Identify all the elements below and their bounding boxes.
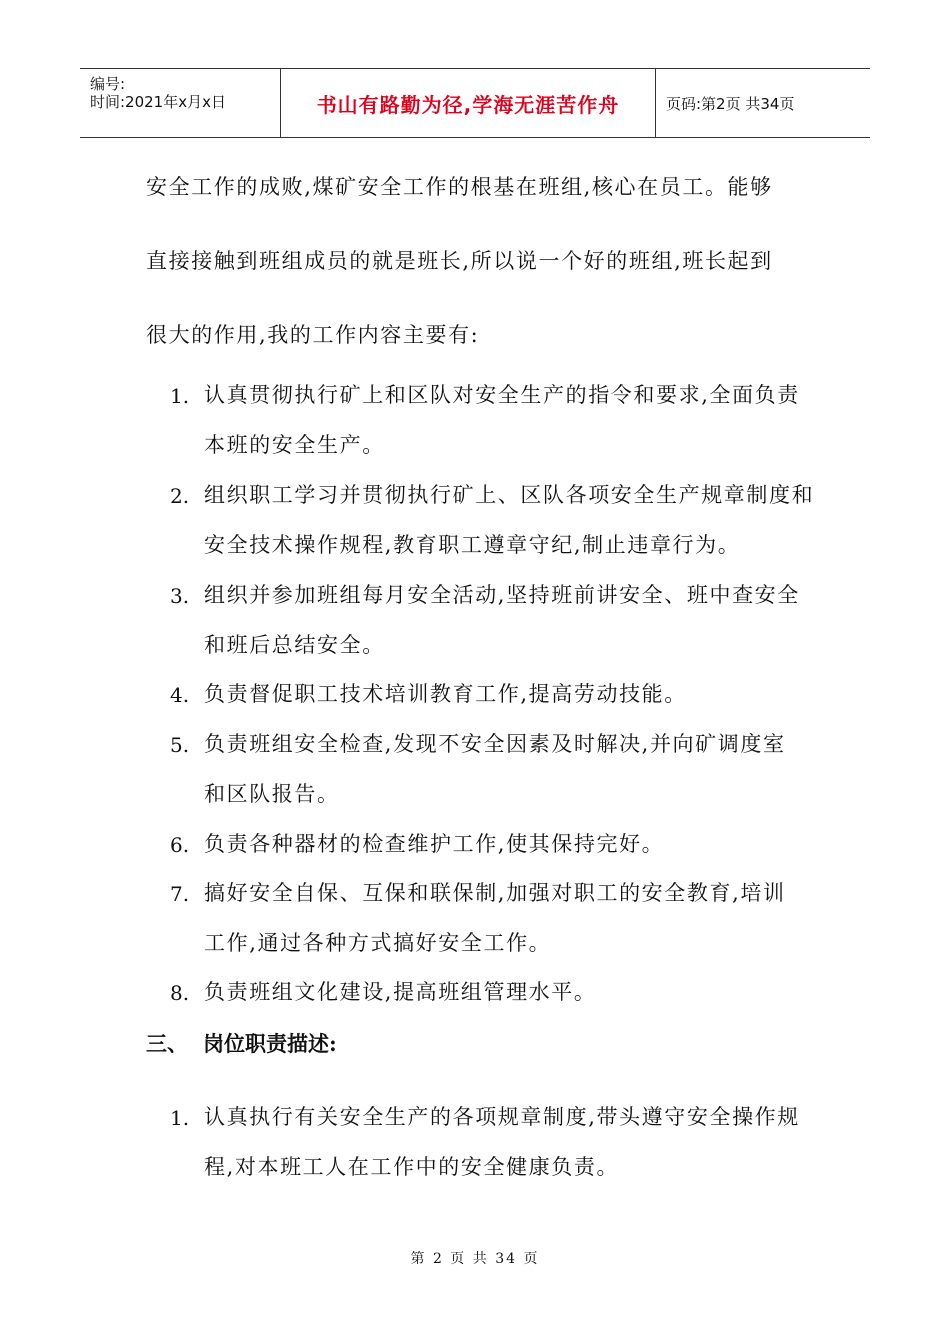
motto: 书山有路勤为径,学海无涯苦作舟 <box>316 92 620 117</box>
page-info: 页码:第2页 共34页 <box>666 94 795 113</box>
intro-line-2: 直接接触到班组成员的就是班长,所以说一个好的班组,班长起到 <box>146 249 773 273</box>
header-meta <box>80 69 280 137</box>
work-item-text: 负责班组文化建设,提高班组管理水平。 <box>204 980 597 1004</box>
work-item-number: 1. <box>170 384 190 408</box>
intro-line-1: 安全工作的成败,煤矿安全工作的根基在班组,核心在员工。能够 <box>146 175 773 199</box>
section-title: 岗位职责描述: <box>203 1031 337 1056</box>
page-header <box>80 68 870 138</box>
work-item-text: 工作,通过各种方式搞好安全工作。 <box>204 931 552 955</box>
work-item-text: 搞好安全自保、互保和联保制,加强对职工的安全教育,培训 <box>204 881 786 905</box>
duty-item-text: 认真执行有关安全生产的各项规章制度,带头遵守安全操作规 <box>204 1105 800 1129</box>
work-item-number: 3. <box>170 584 190 608</box>
duty-item-number: 1. <box>170 1106 190 1130</box>
page-footer: 第 2 页 共 34 页 <box>410 1251 540 1267</box>
intro-line-3: 很大的作用,我的工作内容主要有: <box>146 323 480 347</box>
work-item-text: 认真贯彻执行矿上和区队对安全生产的指令和要求,全面负责 <box>204 383 800 407</box>
work-item-number: 5. <box>170 733 190 757</box>
work-item-text: 负责各种器材的检查维护工作,使其保持完好。 <box>204 832 665 856</box>
work-item-number: 4. <box>170 683 190 707</box>
work-item-number: 2. <box>170 484 190 508</box>
work-item-text: 和班后总结安全。 <box>204 633 385 657</box>
work-item-text: 负责班组安全检查,发现不安全因素及时解决,并向矿调度室 <box>204 732 786 756</box>
work-item-text: 负责督促职工技术培训教育工作,提高劳动技能。 <box>204 682 687 706</box>
work-item-text: 组织并参加班组每月安全活动,坚持班前讲安全、班中查安全 <box>204 583 800 607</box>
work-item-text: 和区队报告。 <box>204 782 340 806</box>
duty-item-text: 程,对本班工人在工作中的安全健康负责。 <box>204 1155 620 1179</box>
work-item-number: 6. <box>170 833 190 857</box>
time-label: 时间:2021年x月x日 <box>90 93 226 111</box>
work-item-text: 组织职工学习并贯彻执行矿上、区队各项安全生产规章制度和 <box>204 483 815 507</box>
work-item-text: 安全技术操作规程,教育职工遵章守纪,制止违章行为。 <box>204 533 741 557</box>
header-motto-cell <box>280 69 656 137</box>
work-item-text: 本班的安全生产。 <box>204 433 385 457</box>
work-item-number: 7. <box>170 882 190 906</box>
number-label: 编号: <box>90 75 126 93</box>
section-number: 三、 <box>146 1031 188 1056</box>
work-item-number: 8. <box>170 981 190 1005</box>
